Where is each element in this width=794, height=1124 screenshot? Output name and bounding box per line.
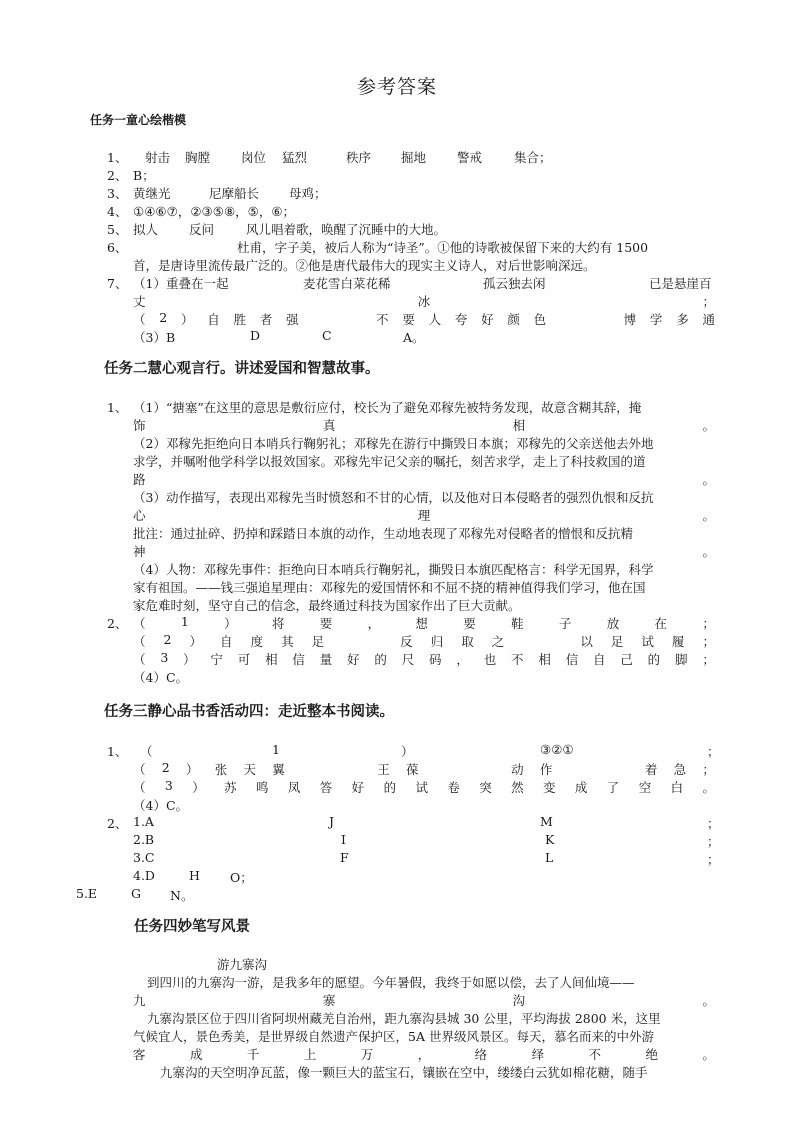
t2q2-word: 尺 — [401, 652, 415, 667]
q4-number: 4、 — [107, 204, 128, 219]
t2q2-word: 信 — [565, 652, 579, 667]
q7-word: 颜 — [507, 312, 520, 327]
t3q1-word: ； — [702, 762, 715, 777]
t3q1-word: 翼 — [272, 762, 285, 777]
essay-line — [133, 991, 715, 1009]
t3q2-cell: J — [329, 814, 335, 829]
t3q1-word: ） — [185, 762, 199, 777]
t3q1-word: 1 — [272, 742, 280, 757]
t3q2-cell: M — [540, 814, 553, 829]
q7-choice: D — [250, 328, 261, 343]
t2q2-word: ， — [367, 616, 381, 631]
t3q1-word: 葆 — [406, 762, 419, 777]
t2q2-word: 3 — [160, 650, 169, 665]
q6-line: 首，是唐诗里流传最广泛的。②他是唐代最伟大的现实主义诗人，对后世影响深远。 — [133, 258, 596, 273]
t3q2-cell: ； — [707, 834, 720, 849]
t2q1-line: 家有祖国。——钱三强追星理由：邓稼先的爱国情怀和不屈不挠的精神值得我们学习，他在国 — [133, 580, 646, 595]
t2q2-word: 试 — [641, 634, 654, 649]
t2q2-word: 2 — [163, 632, 172, 647]
q7-word: 夸 — [454, 312, 468, 327]
t2q2-word: 己 — [620, 652, 633, 667]
t2q1-line: （1）“搪塞”在这里的意思是敷衍应付，校长为了避免邓稼先被特务发现，故意含糊其辞，掩 — [133, 400, 642, 415]
t2q1-word: 路 — [133, 472, 146, 487]
t3q1-word: ； — [707, 744, 720, 759]
t3q1-word: 作 — [539, 762, 553, 777]
q7-choice: C — [322, 328, 332, 343]
t2q2-word: ； — [702, 652, 715, 667]
t2q2-word: 在 — [654, 616, 668, 631]
q7-answer: 已是悬崖百 — [649, 276, 712, 291]
t2q1-line — [133, 506, 715, 524]
task3-heading: 任务三静心品书香活动四：走近整本书阅读。 — [104, 704, 394, 720]
t3q1-word: 然 — [511, 780, 524, 795]
t3q1-word: 2 — [161, 760, 170, 775]
t3q1-word: ） — [401, 744, 414, 759]
t2q2-word: 1 — [180, 614, 189, 629]
t2q1-line: 批注：通过扯碎、扔掉和踩踏日本旗的动作，生动地表现了邓稼先对侵略者的憎恨和反抗精 — [133, 526, 634, 541]
q7-number: 7、 — [107, 276, 128, 291]
q7-word: ） — [180, 312, 194, 327]
t2q2-word: 要 — [319, 616, 333, 631]
t2q1-word: 。 — [702, 508, 715, 523]
t2q2-word: 脚 — [675, 652, 688, 667]
q3-word: 母鸡； — [289, 186, 327, 201]
t3q1-word: 答 — [319, 780, 333, 795]
essay-title: 游九寨沟 — [217, 957, 268, 972]
q1-word: 警戒 — [457, 150, 483, 165]
q7-line — [133, 310, 715, 328]
q1-word: 秩序 — [346, 150, 372, 165]
essay-word: 寨 — [322, 993, 336, 1008]
q7-word: 色 — [533, 312, 547, 327]
q1-number: 1、 — [107, 150, 128, 165]
t2q1-line: 家危难时刻，坚守自己的信念，最终通过科技为国家作出了巨大贡献。 — [133, 598, 521, 613]
t2q2-word: 相 — [538, 652, 551, 667]
t2q2-word: 放 — [606, 616, 620, 631]
t2q1-word: 神 — [133, 544, 146, 559]
q3-word: 尼摩船长 — [209, 186, 260, 201]
t2q2-line — [133, 650, 715, 668]
t2q2-word: 码 — [429, 652, 442, 667]
page-title: 参考答案 — [356, 76, 437, 98]
q7-word: 自 — [207, 312, 220, 327]
q1-word: 猛烈 — [282, 150, 308, 165]
t3q2-cell: L — [545, 850, 554, 865]
t3q2-cell: O； — [230, 870, 253, 885]
q7-word: 人 — [428, 312, 442, 327]
t3q1-word: ③②① — [540, 742, 574, 757]
t2q2-word: （ — [133, 634, 146, 649]
t3q2-cell: G — [131, 886, 141, 901]
q7-word: （ — [133, 312, 146, 327]
t3q1-line: （4）C。 — [133, 798, 189, 813]
q7-answer: 孤云独去闲 — [483, 276, 546, 291]
t2q2-word: 的 — [374, 652, 387, 667]
q7-choice: （3）B — [133, 330, 176, 345]
q7-word: 丈 — [133, 294, 146, 309]
q3-word: 黄继光 — [133, 186, 171, 201]
t2q2-line — [133, 632, 715, 650]
t3q1-word: （ — [140, 744, 153, 759]
t2q2-word: 自 — [593, 652, 606, 667]
q7-word: 通 — [702, 312, 715, 327]
q7-word: 不 — [376, 312, 389, 327]
q1-word: 胸膛 — [185, 150, 211, 165]
t3q1-word: 天 — [243, 762, 257, 777]
q7-line — [133, 292, 715, 310]
t2q2-word: 也 — [483, 652, 497, 667]
q7-answer: （1）重叠在一起 — [133, 276, 229, 291]
t2q2-word: 足 — [311, 634, 325, 649]
t3q1-line — [133, 760, 715, 778]
q7-word: 冰 — [417, 294, 431, 309]
q7-word: 强 — [286, 312, 299, 327]
t3q2-cell: H — [189, 868, 200, 883]
t2q2-word: 宁 — [210, 652, 223, 667]
t2q1-line — [133, 470, 715, 488]
t2q2-word: ， — [456, 652, 469, 667]
t3q1-word: 3 — [164, 778, 173, 793]
essay-word: 不 — [588, 1047, 602, 1062]
q7-choice: A。 — [403, 330, 425, 345]
t2q2-number: 2、 — [107, 616, 128, 631]
t2q1-line — [133, 542, 715, 560]
t3q1-word: 苏 — [224, 780, 237, 795]
t3q2-cell: 5.E — [76, 886, 98, 901]
q5-word: 反问 — [189, 222, 215, 237]
t2q2-line — [133, 614, 715, 632]
q1-word: 掘地 — [401, 150, 427, 165]
essay-word: 上 — [303, 1047, 317, 1062]
t2q1-line: （3）动作描写，表现出邓稼先当时愤怒和不甘的心情，以及他对日本侵略者的强烈仇恨和反抗 — [133, 490, 654, 505]
t2q2-word: 度 — [250, 634, 264, 649]
q7-word: 学 — [649, 312, 663, 327]
t2q2-word: 将 — [271, 616, 285, 631]
essay-word: 客 — [133, 1047, 146, 1062]
t2q2-word: 反 — [400, 634, 413, 649]
t2q2-word: ） — [224, 616, 237, 631]
t3q2-cell: I — [341, 832, 346, 847]
t3q1-word: （ — [133, 762, 146, 777]
q7-word: 要 — [402, 312, 415, 327]
t2q2-word: ； — [702, 634, 715, 649]
t2q1-line: 求学，并嘱咐他学科学以报效国家。邓稼先牢记父亲的嘱托，刻苦求学，走上了科技救国的道 — [133, 454, 646, 469]
t3q1-line — [133, 778, 715, 796]
q7-word: 好 — [481, 312, 494, 327]
t2q2-word: 归 — [430, 634, 444, 649]
t3q2-cell: 2.B — [133, 832, 155, 847]
t2q1-number: 1、 — [107, 400, 128, 415]
t2q2-word: （ — [133, 616, 146, 631]
q7-word: 2 — [159, 310, 168, 325]
t3q1-word: 着 — [644, 762, 658, 777]
t3q1-word: 空 — [638, 780, 652, 795]
t2q1-word: 饰 — [133, 418, 146, 433]
t3q1-word: ） — [192, 780, 205, 795]
t2q2-word: 想 — [415, 616, 428, 631]
q7-answer: 麦花雪白菜花稀 — [303, 276, 391, 291]
t2q2-word: 其 — [281, 634, 294, 649]
t2q2-word: 以 — [580, 634, 593, 649]
t2q1-word: 心 — [133, 508, 146, 523]
essay-line: 到四川的九寨沟一游，是我多年的愿望。今年暑假，我终于如愿以偿，去了人间仙境—— — [147, 975, 635, 990]
t2q2-word: ） — [189, 634, 203, 649]
q5-word: 拟人 — [133, 222, 159, 237]
t3q2-cell: 3.C — [133, 850, 155, 865]
t3q2-number: 2、 — [107, 816, 128, 831]
t3q1-word: 试 — [415, 780, 428, 795]
q4-answer: ①④⑥⑦，②③⑤⑧，⑤，⑥； — [133, 204, 296, 219]
t3q1-word: 白 — [670, 780, 684, 795]
q2-number: 2、 — [107, 168, 128, 183]
q7-word: 胜 — [233, 312, 247, 327]
essay-line — [133, 1045, 715, 1063]
q1-word: 岗位 — [241, 150, 267, 165]
t2q2-word: 可 — [237, 652, 251, 667]
t2q1-line — [133, 416, 715, 434]
t3q1-word: 急 — [673, 762, 687, 777]
t3q1-word: 的 — [383, 780, 397, 795]
t3q1-word: 凤 — [287, 780, 301, 795]
q7-word: 博 — [623, 312, 637, 327]
t2q2-word: 履 — [671, 634, 685, 649]
essay-word: 绎 — [531, 1047, 545, 1062]
essay-line: 九寨沟景区位于四川省阿坝州藏羌自治州，距九寨沟县城 30 公里，平均海拔 2800 米，这里 — [147, 1011, 661, 1026]
t2q1-word: 相 — [512, 418, 526, 433]
t2q2-line: （4）C。 — [133, 670, 189, 685]
t3q1-word: 变 — [543, 780, 556, 795]
t2q1-word: 真 — [322, 418, 336, 433]
t2q2-word: 信 — [292, 652, 305, 667]
t2q2-word: 的 — [647, 652, 661, 667]
essay-line: 气候宜人，景色秀美，是世界级自然遗产保护区，5A 世界级风景区。每天，慕名而来的中外游 — [133, 1029, 654, 1044]
task4-heading: 任务四妙笔写风景 — [134, 919, 250, 935]
essay-word: 成 — [189, 1047, 203, 1062]
t3q1-word: 好 — [351, 780, 365, 795]
t2q1-word: 。 — [702, 544, 715, 559]
t2q1-word: 理 — [417, 508, 431, 523]
essay-word: 。 — [702, 993, 715, 1008]
t2q1-line: （2）邓稼先拒绝向日本哨兵行鞠躬礼；邓稼先在游行中撕毁日本旗；邓稼先的父亲送他去外地 — [133, 436, 654, 451]
t2q2-word: 要 — [463, 616, 476, 631]
q2-answer: B； — [133, 168, 155, 183]
q7-word: 多 — [676, 312, 689, 327]
q5-word: 风儿唱着歌，唤醒了沉睡中的大地。 — [246, 222, 447, 237]
task1-heading: 任务一童心绘楷模 — [90, 113, 187, 127]
t2q2-word: 相 — [265, 652, 278, 667]
t2q1-word: 。 — [702, 418, 715, 433]
q7-word: ； — [702, 294, 715, 309]
t3q2-cell: ； — [707, 852, 720, 867]
q1-word: 射击 — [145, 150, 171, 165]
t2q1-line: （4）人物：邓稼先事件：拒绝向日本哨兵行鞠躬礼，撕毁日本旗匹配格言：科学无国界，科学 — [133, 562, 654, 577]
t3q2-cell: ； — [707, 816, 720, 831]
essay-word: 。 — [702, 1047, 715, 1062]
q6-line: 杜甫，字子美，被后人称为“诗圣”。①他的诗歌被保留下来的大约有 1500 — [237, 240, 649, 255]
essay-word: 九 — [133, 993, 146, 1008]
t3q1-word: 。 — [702, 780, 715, 795]
essay-word: 络 — [474, 1047, 488, 1062]
t3q1-word: 成 — [574, 780, 588, 795]
q7-word: 者 — [259, 312, 273, 327]
t3q2-cell: 4.D — [133, 868, 155, 883]
t3q1-word: 了 — [606, 780, 620, 795]
t3q2-cell: N。 — [170, 888, 194, 903]
t2q2-word: 量 — [319, 652, 333, 667]
t2q2-word: 好 — [347, 652, 360, 667]
essay-word: 千 — [246, 1047, 260, 1062]
q5-number: 5、 — [107, 222, 128, 237]
t3q1-word: （ — [133, 780, 146, 795]
task2-heading: 任务二慧心观言行。讲述爱国和智慧故事。 — [104, 361, 380, 377]
t2q2-word: 足 — [610, 634, 624, 649]
t2q2-word: 鞋 — [511, 616, 524, 631]
t3q1-word: 卷 — [447, 780, 460, 795]
essay-word: 沟 — [512, 993, 526, 1008]
q6-number: 6、 — [107, 240, 128, 255]
t3q2-cell: 1.A — [133, 814, 154, 829]
t2q1-word: 。 — [702, 472, 715, 487]
essay-word: 绝 — [645, 1047, 658, 1062]
t2q2-word: 自 — [220, 634, 233, 649]
t2q2-word: ； — [702, 616, 715, 631]
t3q2-cell: K — [545, 832, 555, 847]
t3q1-number: 1、 — [107, 744, 128, 759]
t3q1-word: 突 — [479, 780, 492, 795]
t2q2-word: 子 — [558, 616, 572, 631]
essay-word: 万 — [360, 1047, 374, 1062]
t2q2-word: 之 — [491, 634, 505, 649]
t3q2-cell: F — [340, 850, 349, 865]
t2q2-word: 不 — [511, 652, 524, 667]
t3q1-word: 王 — [377, 762, 390, 777]
t3q1-word: 张 — [214, 762, 228, 777]
t3q1-word: 动 — [511, 762, 524, 777]
q1-word: 集合； — [514, 150, 552, 165]
q3-number: 3、 — [107, 186, 128, 201]
t3q1-word: 鸣 — [256, 780, 269, 795]
essay-word: ， — [417, 1047, 431, 1062]
t2q2-word: （ — [133, 652, 146, 667]
t2q2-word: ） — [183, 652, 196, 667]
t2q2-word: 取 — [461, 634, 474, 649]
essay-line: 九寨沟的天空明净瓦蓝，像一颗巨大的蓝宝石，镶嵌在空中，缕缕白云犹如棉花糖，随手 — [160, 1065, 648, 1080]
